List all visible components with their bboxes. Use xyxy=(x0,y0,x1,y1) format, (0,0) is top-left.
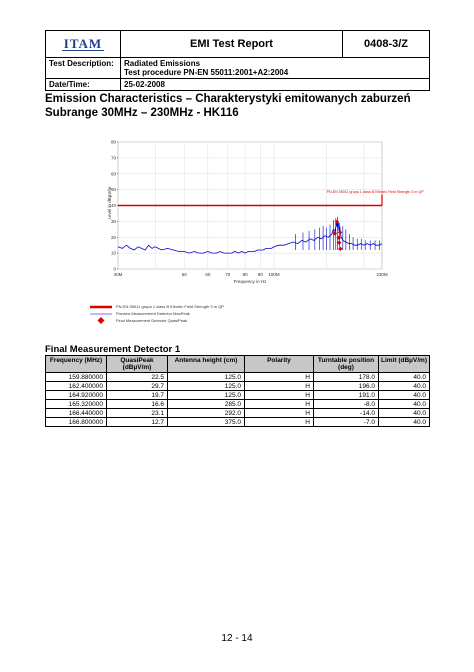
table-cell: H xyxy=(245,418,314,427)
chart-legend xyxy=(90,303,224,324)
report-number: 0408-3/Z xyxy=(343,31,430,58)
x-tick-label: 100M xyxy=(268,272,280,277)
x-tick-label: 90 xyxy=(257,272,263,277)
test-description-line1: Radiated Emissions xyxy=(124,59,201,68)
table-cell: -8.0 xyxy=(314,400,379,409)
test-description-label: Test Description: xyxy=(46,58,121,79)
table-cell: H xyxy=(245,409,314,418)
table-cell: 191.0 xyxy=(314,391,379,400)
table-cell: 40.0 xyxy=(379,409,430,418)
table-cell: 125.0 xyxy=(168,391,245,400)
table-cell: H xyxy=(245,382,314,391)
table-cell: 125.0 xyxy=(168,382,245,391)
y-tick-label: 30 xyxy=(110,218,116,224)
legend-label: Preview Measurement Detector MaxPeak xyxy=(116,311,190,316)
table-cell: H xyxy=(245,400,314,409)
table-cell: 375.0 xyxy=(168,418,245,427)
legend-swatch-red-line xyxy=(90,305,112,309)
table-cell: 125.0 xyxy=(168,373,245,382)
table-cell: 23.1 xyxy=(107,409,168,418)
legend-item-preview xyxy=(90,310,224,317)
table-cell: 165.320000 xyxy=(46,400,107,409)
table-cell: 40.0 xyxy=(379,400,430,409)
x-tick-label: 80 xyxy=(242,272,248,277)
table-cell: 12.7 xyxy=(107,418,168,427)
table-cell: 159.880000 xyxy=(46,373,107,382)
x-tick-labels xyxy=(114,272,388,277)
x-tick-label: 70 xyxy=(225,272,231,277)
legend-item-final xyxy=(90,317,224,324)
x-tick-label: 230M xyxy=(376,272,388,277)
datetime-value: 25-02-2008 xyxy=(121,79,430,91)
logo-cell xyxy=(46,31,121,58)
x-tick-label: 30M xyxy=(113,272,123,277)
report-title: EMI Test Report xyxy=(121,31,343,58)
col-polarity: Polarity xyxy=(245,356,314,373)
col-limit: Limit (dBµV/m) xyxy=(379,356,430,373)
table-cell: 164.920000 xyxy=(46,391,107,400)
y-tick-label: 20 xyxy=(110,234,116,240)
col-frequency: Frequency (MHz) xyxy=(46,356,107,373)
table-cell: 40.0 xyxy=(379,373,430,382)
y-tick-label: 0 xyxy=(113,266,116,272)
table-cell: 166.440000 xyxy=(46,409,107,418)
table-cell: H xyxy=(245,373,314,382)
y-tick-label: 10 xyxy=(110,250,116,256)
table-row xyxy=(46,418,430,427)
table-cell: 162.400000 xyxy=(46,382,107,391)
table-cell: 22.5 xyxy=(107,373,168,382)
y-tick-label: 70 xyxy=(110,155,116,161)
limit-annotation: PN-EN 55011 grupa 1 class B Electric Field Strength 3 m QP xyxy=(326,189,424,194)
test-description-value xyxy=(121,58,430,79)
table-row xyxy=(46,400,430,409)
table-cell: 16.6 xyxy=(107,400,168,409)
col-turntable: Turntable position (deg) xyxy=(314,356,379,373)
table-cell: 166.800000 xyxy=(46,418,107,427)
section-title xyxy=(45,92,435,120)
table-header-row xyxy=(46,356,430,373)
section-title-line1: Emission Characteristics – Charakterystyki emitowanych zaburzeń xyxy=(45,93,411,105)
table-row xyxy=(46,373,430,382)
table-cell: -7.0 xyxy=(314,418,379,427)
legend-item-limit xyxy=(90,303,224,310)
page-number: 12 - 14 xyxy=(221,633,253,644)
itam-logo: ITAM xyxy=(63,36,103,51)
table-cell: 292.0 xyxy=(168,409,245,418)
x-tick-label: 60 xyxy=(205,272,211,277)
table-cell: 40.0 xyxy=(379,418,430,427)
y-tick-label: 40 xyxy=(110,203,116,208)
table-cell: 19.7 xyxy=(107,391,168,400)
table-cell: H xyxy=(245,391,314,400)
col-antenna-height: Antenna height (cm) xyxy=(168,356,245,373)
legend-swatch-red-diamond xyxy=(90,317,112,324)
emission-chart xyxy=(107,136,424,301)
report-header xyxy=(45,30,430,91)
y-axis-label: Level in dBµV/m xyxy=(107,186,112,220)
col-quasipeak: QuasiPeak (dBµV/m) xyxy=(107,356,168,373)
legend-label: Final Measurement Detector QuasiPeak xyxy=(116,318,188,323)
section-title-line2: Subrange 30MHz – 230MHz - HK116 xyxy=(45,107,239,119)
table-cell: 178.0 xyxy=(314,373,379,382)
test-description-line2: Test procedure PN-EN 55011:2001+A2:2004 xyxy=(124,68,289,77)
table-cell: -14.0 xyxy=(314,409,379,418)
x-tick-label: 50 xyxy=(181,272,187,277)
table-row xyxy=(46,382,430,391)
table-cell: 40.0 xyxy=(379,391,430,400)
y-tick-label: 60 xyxy=(110,171,116,177)
table-body xyxy=(46,373,430,427)
table-row xyxy=(46,409,430,418)
y-tick-label: 50 xyxy=(110,187,116,193)
table-cell: 285.0 xyxy=(168,400,245,409)
legend-label: PN-EN 55011 grupa 1 class B Electric Field Strength 3 m QP xyxy=(116,304,224,309)
table-row xyxy=(46,391,430,400)
datetime-label: Date/Time: xyxy=(46,79,121,91)
table-cell: 29.7 xyxy=(107,382,168,391)
limit-annotation-group xyxy=(327,190,425,194)
x-axis-label: Frequency in Hz xyxy=(233,279,267,284)
table-cell: 196.0 xyxy=(314,382,379,391)
legend-swatch-blue-line xyxy=(90,312,112,316)
y-tick-labels xyxy=(111,140,118,272)
final-measurement-title: Final Measurement Detector 1 xyxy=(45,344,181,355)
y-tick-label: 80 xyxy=(110,139,116,145)
final-measurement-table xyxy=(45,355,430,427)
table-cell: 40.0 xyxy=(379,382,430,391)
